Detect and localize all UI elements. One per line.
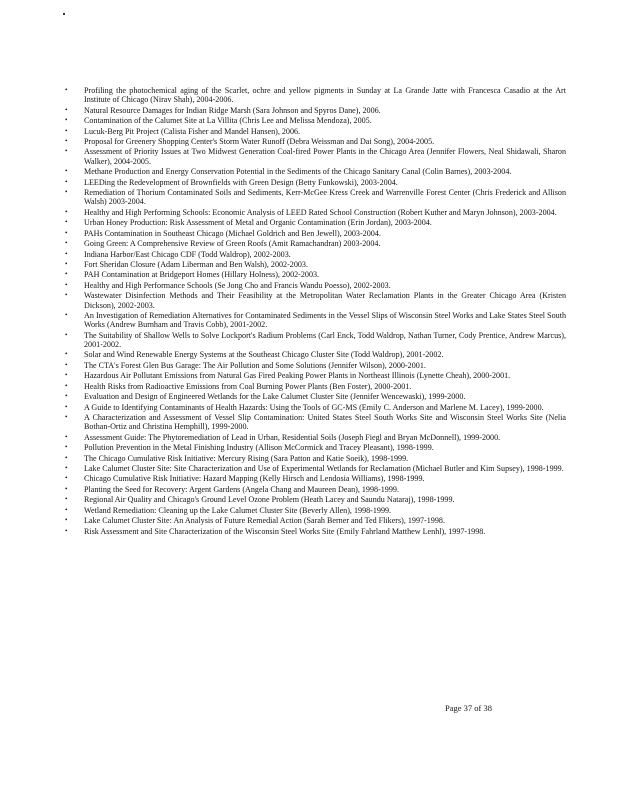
list-item bbox=[64, 291, 566, 309]
list-item bbox=[64, 116, 566, 125]
bullet-icon: • bbox=[65, 167, 68, 176]
list-item-text: PAH Contamination at Bridgeport Homes (Hillary Holness), 2002-2003. bbox=[84, 270, 320, 280]
list-item bbox=[64, 208, 566, 217]
list-item bbox=[64, 516, 566, 525]
list-item-text: A Guide to Identifying Contaminants of Health Hazards: Using the Tools of GC-MS (Emily C. Anderson and Marlene M. Lacey), 1999-2000. bbox=[84, 402, 544, 412]
list-item-text: Lake Calumet Cluster Site: Site Characterization and Use of Experimental Wetlands for Reclamation (Michael Butler and Kim Supsey), 1998-1999. bbox=[84, 464, 564, 474]
list-item-text: Going Green: A Comprehensive Review of Green Roofs (Amit Ramachandran) 2003-2004. bbox=[84, 239, 381, 249]
bullet-icon: • bbox=[65, 330, 68, 339]
list-item bbox=[64, 454, 566, 463]
list-item bbox=[64, 218, 566, 227]
list-item-text: Risk Assessment and Site Characterization of the Wisconsin Steel Works Site (Emily Fahrland Matthew Lenhl), 1997-1998. bbox=[84, 526, 486, 536]
list-item-text: The Suitability of Shallow Wells to Solve Lockport's Radium Problems (Carl Enck, Todd Waldrop, Nathan Turner, Cody Prentice, Andrew Marcus), 2001-2002. bbox=[84, 330, 566, 349]
bullet-icon: • bbox=[65, 402, 68, 411]
list-item-text: Lake Calumet Cluster Site: An Analysis of Future Remedial Action (Sarah Berner and Ted Flikers), 1997-1998. bbox=[84, 516, 445, 526]
bullet-icon: • bbox=[65, 177, 68, 186]
bullet-icon: • bbox=[65, 280, 68, 289]
list-item-text: Health Risks from Radioactive Emissions from Coal Burning Power Plants (Ben Foster), 2000-2001. bbox=[84, 381, 412, 391]
bullet-icon: • bbox=[65, 443, 68, 452]
list-item-text: Evaluation and Design of Engineered Wetlands for the Lake Calumet Cluster Site (Jennifer Wencewaski), 1999-2000. bbox=[84, 392, 466, 402]
list-item-text: Pollution Prevention in the Metal Finishing Industry (Allison McCormick and Tracey Pleasant), 1998-1999. bbox=[84, 443, 434, 453]
bullet-icon: • bbox=[65, 270, 68, 279]
list-item-text: An Investigation of Remediation Alternatives for Contaminated Sediments in the Vessel Slips of Wisconsin Steel Works and Lake States Steel South Works (Andrew Burnham and Travis Cobb), 2001-2002. bbox=[84, 310, 566, 330]
list-item bbox=[64, 350, 566, 359]
list-item bbox=[64, 361, 566, 370]
bullet-icon: • bbox=[65, 516, 68, 525]
bullet-icon: • bbox=[65, 432, 68, 441]
list-item bbox=[64, 147, 566, 165]
list-item-text: Wetland Remediation: Cleaning up the Lake Calumet Cluster Site (Beverly Allen), 1998-1999. bbox=[84, 505, 392, 515]
list-item-text: Contamination of the Calumet Site at La Villita (Chris Lee and Melissa Mendoza), 2005. bbox=[84, 116, 372, 126]
list-item bbox=[64, 382, 566, 391]
list-item bbox=[64, 443, 566, 452]
list-item-text: Assessment Guide: The Phytoremediation of Lead in Urban, Residential Soils (Joseph Fiegl and Bryan McDonnell), 1999-2000. bbox=[84, 432, 501, 442]
list-item-text: Regional Air Quality and Chicago's Ground Level Ozone Problem (Heath Lacey and Saundu Nataraj), 1998-1999. bbox=[84, 495, 455, 505]
list-item-text: The CTA's Forest Glen Bus Garage: The Air Pollution and Some Solutions (Jennifer Wilson), 2000-2001. bbox=[84, 360, 426, 370]
bullet-icon: • bbox=[65, 239, 68, 248]
bullet-icon: • bbox=[65, 381, 68, 390]
bullet-icon: • bbox=[65, 105, 68, 114]
bullet-icon: • bbox=[65, 526, 68, 535]
list-item bbox=[64, 371, 566, 380]
bullet-icon: • bbox=[65, 137, 68, 146]
list-item bbox=[64, 474, 566, 483]
list-item-text: Lucuk-Berg Pit Project (Calista Fisher and Mandel Hansen), 2006. bbox=[84, 126, 301, 136]
list-item-text: Wastewater Disinfection Methods and Their Feasibility at the Metropolitan Water Reclamation Plants in the Greater Chicago Area (Kristen Dickson), 2002-2003. bbox=[84, 291, 566, 310]
list-item bbox=[64, 188, 566, 206]
list-item bbox=[64, 270, 566, 279]
project-list bbox=[64, 86, 566, 537]
bullet-icon: • bbox=[65, 259, 68, 268]
bullet-icon: • bbox=[65, 464, 68, 473]
bullet-icon: • bbox=[65, 218, 68, 227]
list-item-text: Urban Honey Production: Risk Assessment of Metal and Organic Contamination (Erin Jordan), 2003-2004. bbox=[84, 218, 432, 228]
bullet-icon: • bbox=[65, 453, 68, 462]
bullet-icon: • bbox=[65, 474, 68, 483]
bullet-icon: • bbox=[65, 207, 68, 216]
list-item bbox=[64, 86, 566, 104]
list-item-text: Profiling the photochemical aging of the Scarlet, ochre and yellow pigments in Sunday at La Grande Jatte with Francesca Casadio at the Art Institute of Chicago (Nirav Shah), 2004-2006. bbox=[84, 86, 566, 105]
list-item-text: Indiana Harbor/East Chicago CDF (Todd Waldrop), 2002-2003. bbox=[84, 249, 291, 259]
list-item bbox=[64, 413, 566, 431]
list-item bbox=[64, 250, 566, 259]
page-number: Page 37 of 38 bbox=[445, 703, 492, 713]
list-item-text: Healthy and High Performing Schools: Economic Analysis of LEED Rated School Construction (Robert Kuther and Maryn Johnson), 2003-2004. bbox=[84, 207, 557, 217]
list-item bbox=[64, 229, 566, 238]
list-item bbox=[64, 527, 566, 536]
list-item-text: Natural Resource Damages for Indian Ridge Marsh (Sara Johnson and Spyros Dane), 2006. bbox=[84, 105, 381, 115]
list-item bbox=[64, 433, 566, 442]
list-item-text: The Chicago Cumulative Risk Initiative: Mercury Rising (Sara Patton and Katie Soeik), 1998-1999. bbox=[84, 453, 409, 463]
bullet-icon: • bbox=[65, 392, 68, 401]
list-item bbox=[64, 239, 566, 248]
list-item bbox=[64, 127, 566, 136]
list-item-text: Fort Sheridan Closure (Adam Liberman and Ben Walsh), 2002-2003. bbox=[84, 259, 308, 269]
list-item bbox=[64, 178, 566, 187]
list-item-text: Planting the Seed for Recovery: Argent Gardens (Angela Chang and Maureen Dean), 1998-1999. bbox=[84, 484, 399, 494]
list-item bbox=[64, 331, 566, 349]
list-item-text: Methane Production and Energy Conservation Potential in the Sediments of the Chicago Sanitary Canal (Colin Barnes), 2003-2004. bbox=[84, 167, 512, 177]
bullet-icon: • bbox=[65, 360, 68, 369]
list-item-text: Healthy and High Performance Schools (Se Jong Cho and Francis Wandu Poesso), 2002-2003. bbox=[84, 280, 391, 290]
list-item bbox=[64, 506, 566, 515]
list-item bbox=[64, 311, 566, 329]
list-item bbox=[64, 281, 566, 290]
list-item-text: Chicago Cumulative Risk Initiative: Hazard Mapping (Kelly Hirsch and Lendosia Williams), 1998-1999. bbox=[84, 474, 425, 484]
bullet-icon: • bbox=[65, 371, 68, 380]
bullet-icon: • bbox=[65, 147, 68, 156]
bullet-icon: • bbox=[65, 291, 68, 300]
bullet-icon: • bbox=[65, 484, 68, 493]
bullet-icon: • bbox=[65, 350, 68, 359]
list-item bbox=[64, 485, 566, 494]
list-item bbox=[64, 260, 566, 269]
list-item-text: Hazardous Air Pollutant Emissions from Natural Gas Fired Peaking Power Plants in Northeast Illinois (Lynette Cheah), 2000-2001. bbox=[84, 371, 511, 381]
list-item-text: Assessment of Priority Issues at Two Midwest Generation Coal-fired Power Plants in the Chicago Area (Jennifer Flowers, Neal Shidawali, Sharon Walker), 2004-2005. bbox=[84, 147, 566, 166]
stray-mark bbox=[63, 13, 65, 15]
list-item bbox=[64, 106, 566, 115]
bullet-icon: • bbox=[65, 505, 68, 514]
list-item-text: LEEDing the Redevelopment of Brownfields with Green Design (Betty Funkowski), 2003-2004. bbox=[84, 177, 398, 187]
list-item-text: A Characterization and Assessment of Vessel Slip Contamination: United States Steel South Works Site and Wisconsin Steel Works Site (Nelia Bothan-Ortiz and Christina Hemphill), 1999-2000. bbox=[84, 413, 566, 432]
bullet-icon: • bbox=[65, 116, 68, 125]
bullet-icon: • bbox=[65, 126, 68, 135]
list-item bbox=[64, 464, 566, 473]
list-item-text: PAHs Contamination in Southeast Chicago (Michael Goldrich and Ben Jewell), 2003-2004. bbox=[84, 228, 381, 238]
bullet-icon: • bbox=[65, 86, 68, 94]
bullet-icon: • bbox=[65, 310, 68, 319]
bullet-icon: • bbox=[65, 228, 68, 237]
bullet-icon: • bbox=[65, 249, 68, 258]
bullet-icon: • bbox=[65, 495, 68, 504]
list-item bbox=[64, 495, 566, 504]
list-item-text: Remediation of Thorium Contaminated Soils and Sediments, Kerr-McGee Kress Creek and Warrenville Forest Center (Chris Frederick and Allison Walsh) 2003-2004. bbox=[84, 188, 566, 207]
list-item-text: Proposal for Greenery Shopping Center's Storm Water Runoff (Debra Weissman and Dai Song), 2004-2005. bbox=[84, 137, 435, 147]
list-item bbox=[64, 392, 566, 401]
list-item bbox=[64, 167, 566, 176]
bullet-icon: • bbox=[65, 188, 68, 197]
bullet-icon: • bbox=[65, 413, 68, 421]
list-item bbox=[64, 137, 566, 146]
list-item bbox=[64, 403, 566, 412]
list-item-text: Solar and Wind Renewable Energy Systems at the Southeast Chicago Cluster Site (Todd Waldrop), 2001-2002. bbox=[84, 350, 444, 360]
